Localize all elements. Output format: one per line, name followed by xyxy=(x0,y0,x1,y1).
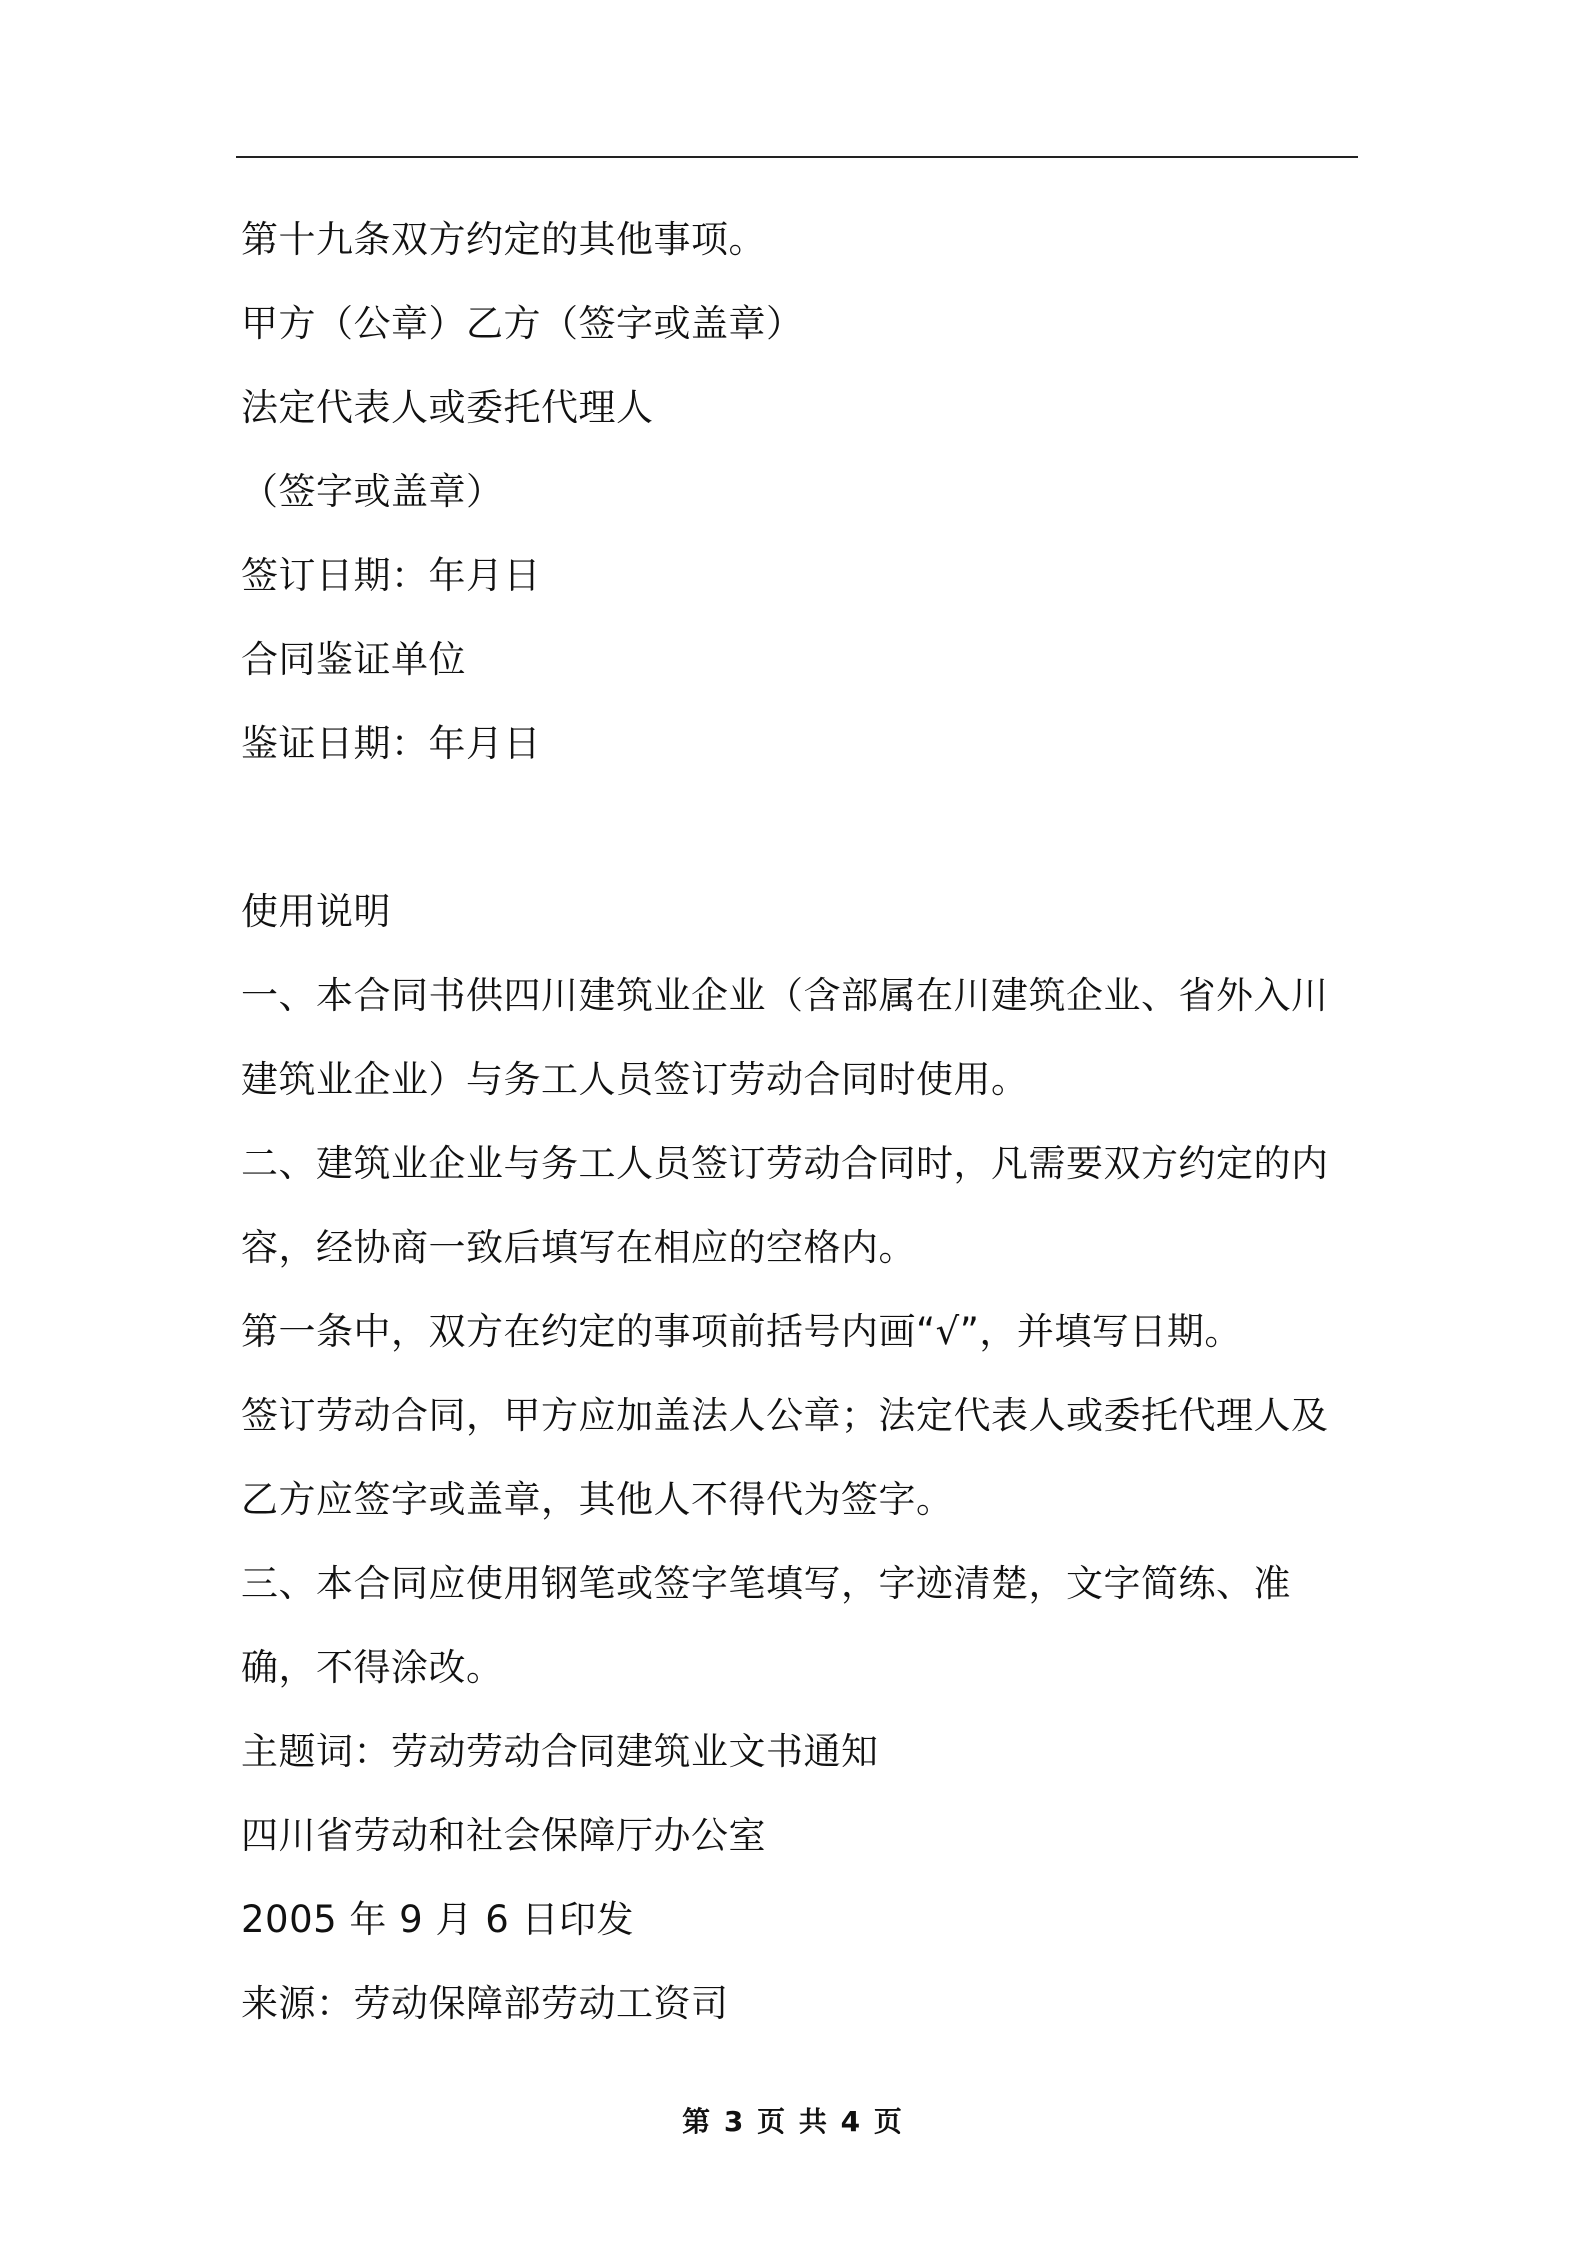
paragraph-gap xyxy=(241,786,1361,870)
issuer-line: 四川省劳动和社会保障厅办公室 xyxy=(241,1814,766,1857)
signing-date-line: 签订日期：年月日 xyxy=(241,554,541,597)
usage-item-2-note-2: 签订劳动合同，甲方应加盖法人公章；法定代表人或委托代理人及乙方应签字或盖章，其他人不得代为签字。 xyxy=(241,1394,1329,1521)
usage-item-2-note-1: 第一条中，双方在约定的事项前括号内画“√”，并填写日期。 xyxy=(241,1310,1242,1353)
keywords-line: 主题词：劳动劳动合同建筑业文书通知 xyxy=(241,1730,879,1773)
article-19-line: 第十九条双方约定的其他事项。 xyxy=(241,218,766,261)
signature-or-seal-line: （签字或盖章） xyxy=(241,470,504,513)
header-rule xyxy=(236,156,1358,158)
usage-item-2: 二、建筑业企业与务工人员签订劳动合同时，凡需要双方约定的内容，经协商一致后填写在相应的空格内。 xyxy=(241,1142,1329,1269)
page-number-footer: 第 3 页 共 4 页 xyxy=(682,2105,904,2138)
issue-date-line: 2005 年 9 月 6 日印发 xyxy=(241,1898,635,1941)
usage-heading: 使用说明 xyxy=(241,890,391,933)
document-body xyxy=(241,198,1361,2046)
party-signature-line: 甲方（公章）乙方（签字或盖章） xyxy=(241,302,804,345)
verification-date-line: 鉴证日期：年月日 xyxy=(241,722,541,765)
usage-item-1: 一、本合同书供四川建筑业企业（含部属在川建筑企业、省外入川建筑业企业）与务工人员签订劳动合同时使用。 xyxy=(241,974,1329,1101)
usage-item-3: 三、本合同应使用钢笔或签字笔填写，字迹清楚，文字简练、准确，不得涂改。 xyxy=(241,1562,1291,1689)
legal-representative-line: 法定代表人或委托代理人 xyxy=(241,386,654,429)
contract-verification-unit-line: 合同鉴证单位 xyxy=(241,638,466,681)
source-line: 来源：劳动保障部劳动工资司 xyxy=(241,1982,729,2025)
